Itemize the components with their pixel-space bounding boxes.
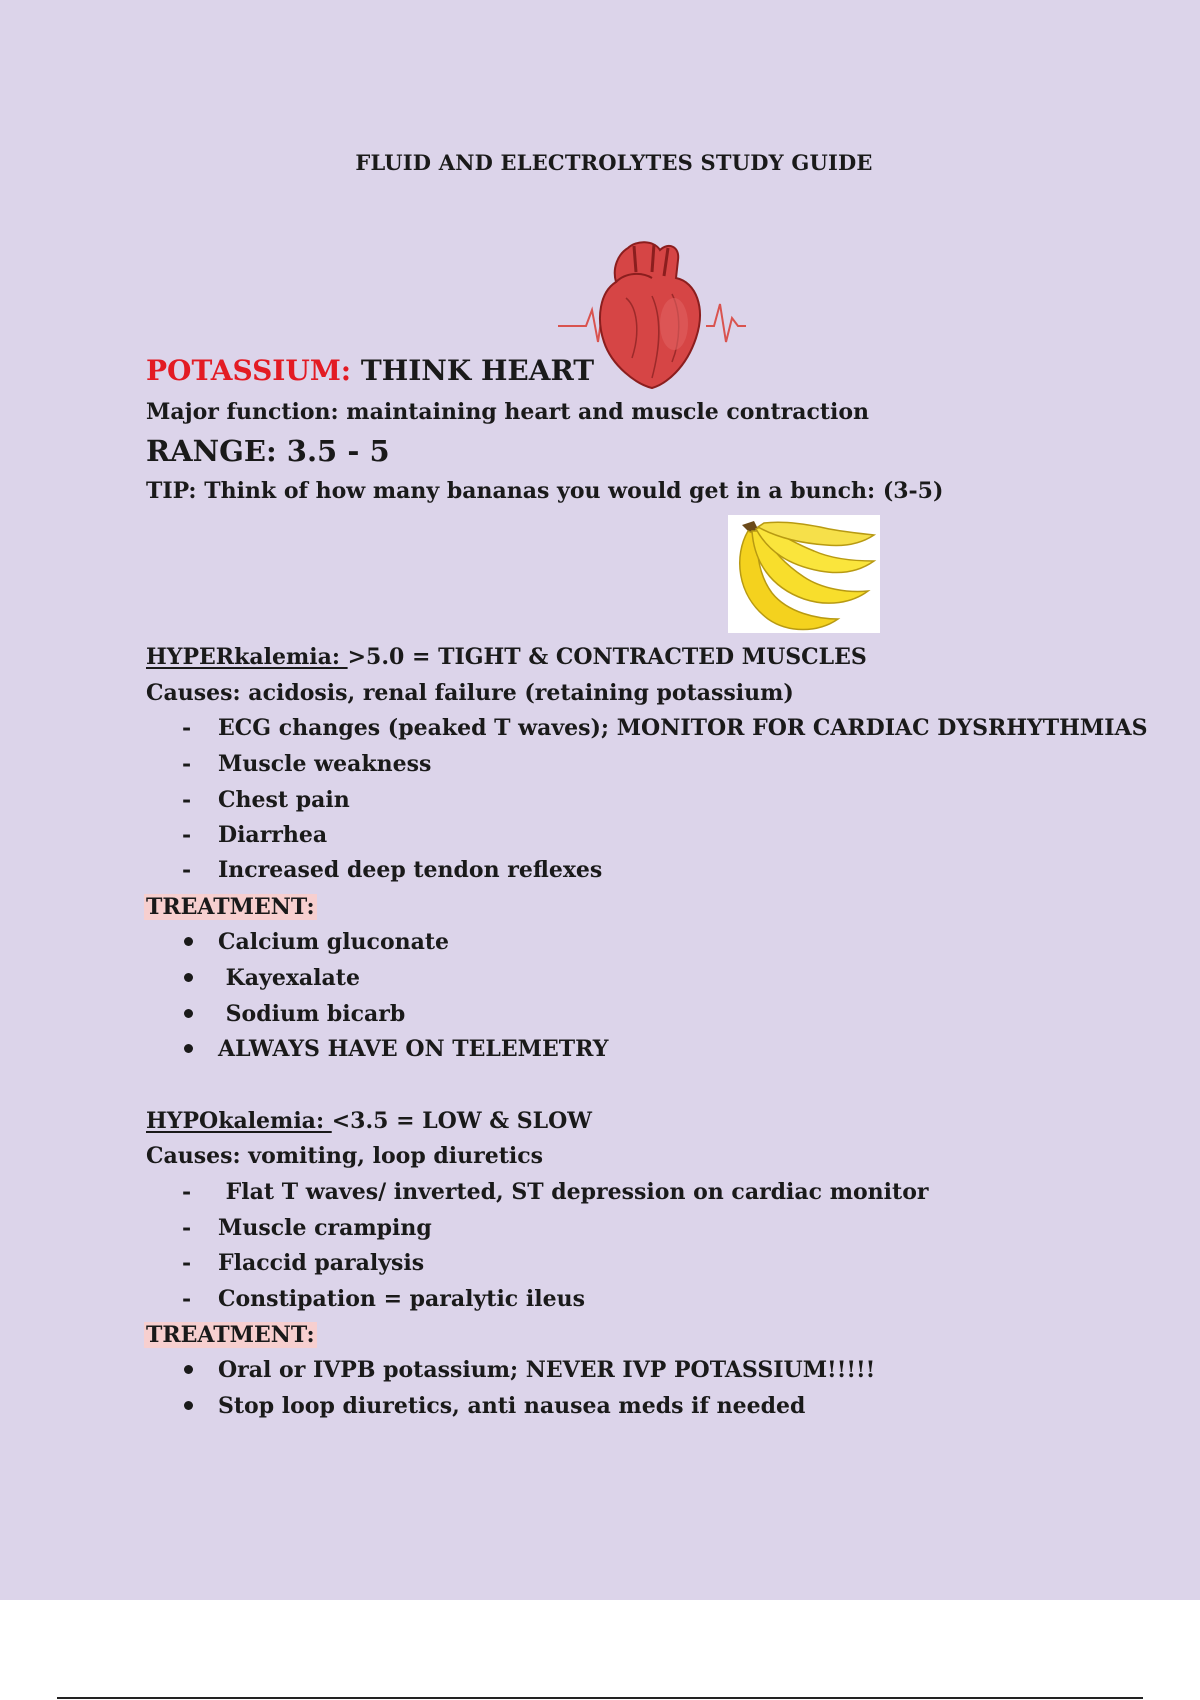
bullet-item: Stop loop diuretics, anti nausea meds if needed [182,1393,805,1419]
major-function: Major function: maintaining heart and muscle contraction [146,399,870,425]
hyperkalemia-rest: >5.0 = TIGHT & CONTRACTED MUSCLES [347,644,867,670]
footer-divider [57,1697,1143,1699]
bullet-item: Sodium bicarb [182,1001,405,1027]
hypokalemia-heading [146,1108,592,1134]
hypokalemia-label: HYPOkalemia: [146,1108,332,1134]
hyperkalemia-causes: Causes: acidosis, renal failure (retaining potassium) [146,680,794,706]
hypokalemia-rest: <3.5 = LOW & SLOW [331,1108,592,1134]
banana-bunch-icon [728,515,880,633]
hyperkalemia-label: HYPERkalemia: [146,644,348,670]
list-item: - Muscle cramping [182,1215,432,1241]
bullet-item: Oral or IVPB potassium; NEVER IVP POTASSIUM!!!!! [182,1357,875,1383]
list-item: - Chest pain [182,787,350,813]
list-item: - ECG changes (peaked T waves); MONITOR FOR CARDIAC DYSRHYTHMIAS [182,715,1148,741]
bullet-item: Kayexalate [182,965,360,991]
list-item: - Flat T waves/ inverted, ST depression on cardiac monitor [182,1179,929,1205]
hypokalemia-causes: Causes: vomiting, loop diuretics [146,1143,543,1169]
document-title: FLUID AND ELECTROLYTES STUDY GUIDE [355,150,873,175]
list-item: - Muscle weakness [182,751,432,777]
potassium-tip: TIP: Think of how many bananas you would get in a bunch: (3-5) [146,478,944,504]
list-item: - Constipation = paralytic ileus [182,1286,585,1312]
hyperkalemia-treatment-label: TREATMENT: [146,894,315,920]
hypokalemia-treatment-label: TREATMENT: [146,1322,315,1348]
list-item: - Flaccid paralysis [182,1250,425,1276]
potassium-label: POTASSIUM: [146,354,352,387]
potassium-range: RANGE: 3.5 - 5 [146,434,390,468]
list-item: - Diarrhea [182,822,328,848]
potassium-heading [146,354,594,387]
potassium-heading-rest: THINK HEART [351,354,595,387]
bullet-item: Calcium gluconate [182,929,449,955]
bullet-item: ALWAYS HAVE ON TELEMETRY [182,1036,608,1062]
list-item: - Increased deep tendon reflexes [182,857,603,883]
hyperkalemia-heading [146,644,867,670]
